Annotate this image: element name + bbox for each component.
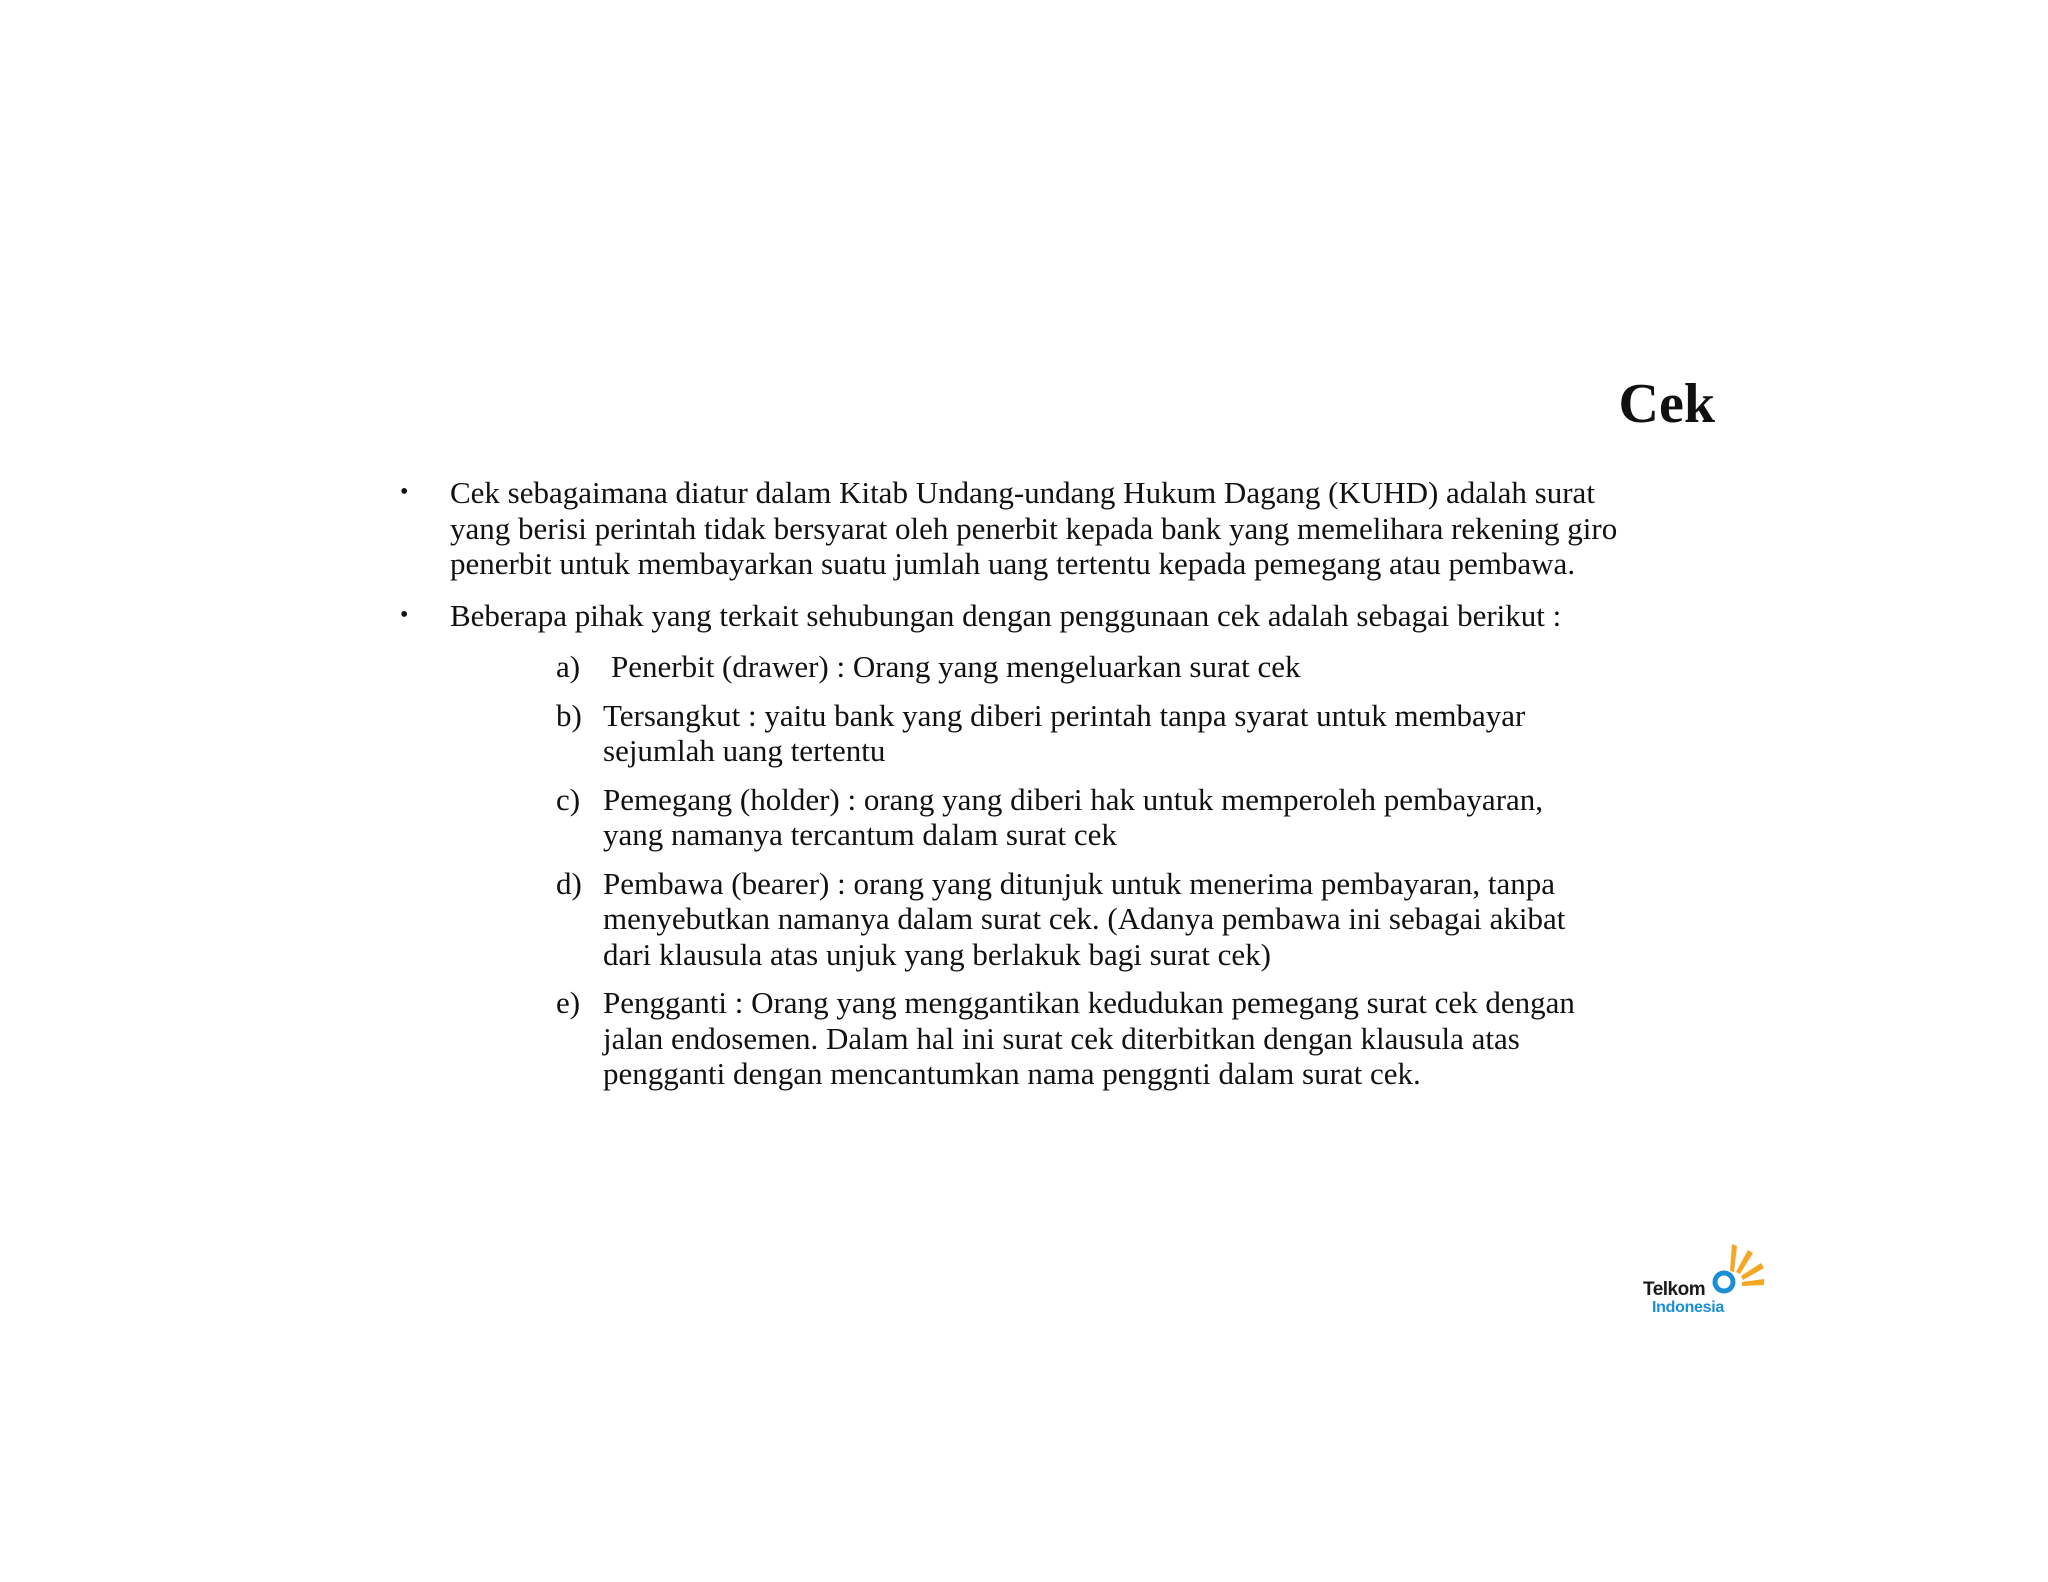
bullet-item-definition bbox=[400, 475, 1630, 582]
list-item-text: Tersangkut : yaitu bank yang diberi perintah tanpa syarat untuk membayar sejumlah uang tertentu bbox=[603, 697, 1526, 768]
slide-title: Cek bbox=[1618, 373, 1715, 435]
slide-content bbox=[400, 475, 1630, 1105]
logo-text-indonesia: Indonesia bbox=[1652, 1299, 1724, 1314]
list-item bbox=[556, 985, 1576, 1092]
bullet-icon: • bbox=[400, 479, 409, 505]
list-item bbox=[556, 698, 1576, 769]
logo-text-telkom: Telkom bbox=[1643, 1279, 1706, 1300]
bullet-item-parties bbox=[400, 598, 1630, 634]
list-item-text: Pemegang (holder) : orang yang diberi hak untuk memperoleh pembayaran, yang namanya tercantum dalam surat cek bbox=[603, 781, 1544, 852]
list-item-text: Pembawa (bearer) : orang yang ditunjuk untuk menerima pembayaran, tanpa menyebutkan namanya dalam surat cek. (Adanya pembawa ini sebagai akibat dari klausula atas unjuk yang berlakuk bagi surat cek) bbox=[603, 865, 1566, 972]
ring-icon bbox=[1715, 1273, 1733, 1291]
list-item-label: c) bbox=[556, 781, 581, 817]
bullet-text: Cek sebagaimana diatur dalam Kitab Undang-undang Hukum Dagang (KUHD) adalah surat yang berisi perintah tidak bersyarat oleh penerbit kepada bank yang memelihara rekening giro penerbit untuk membayarkan suatu jumlah uang tertentu kepada pemegang atau pembawa. bbox=[450, 475, 1618, 581]
list-item-label: e) bbox=[556, 985, 581, 1020]
list-item-text: Pengganti : Orang yang menggantikan kedudukan pemegang surat cek dengan jalan endosemen. Dalam hal ini surat cek diterbitkan dengan klausula atas pengganti dengan mencantumkan nama penggnti dalam surat cek. bbox=[603, 985, 1575, 1091]
list-item-label: d) bbox=[556, 865, 582, 901]
list-item bbox=[556, 782, 1576, 853]
parties-list bbox=[556, 649, 1576, 1092]
list-item bbox=[556, 649, 1576, 685]
list-item-label: b) bbox=[556, 697, 582, 733]
bullet-text: Beberapa pihak yang terkait sehubungan dengan penggunaan cek adalah sebagai berikut : bbox=[450, 597, 1562, 633]
list-item bbox=[556, 866, 1576, 973]
telkom-indonesia-logo bbox=[1640, 1238, 1768, 1314]
list-item-label: a) bbox=[556, 649, 581, 684]
list-item-text: Penerbit (drawer) : Orang yang mengeluarkan surat cek bbox=[611, 649, 1301, 684]
bullet-icon: • bbox=[400, 601, 409, 628]
